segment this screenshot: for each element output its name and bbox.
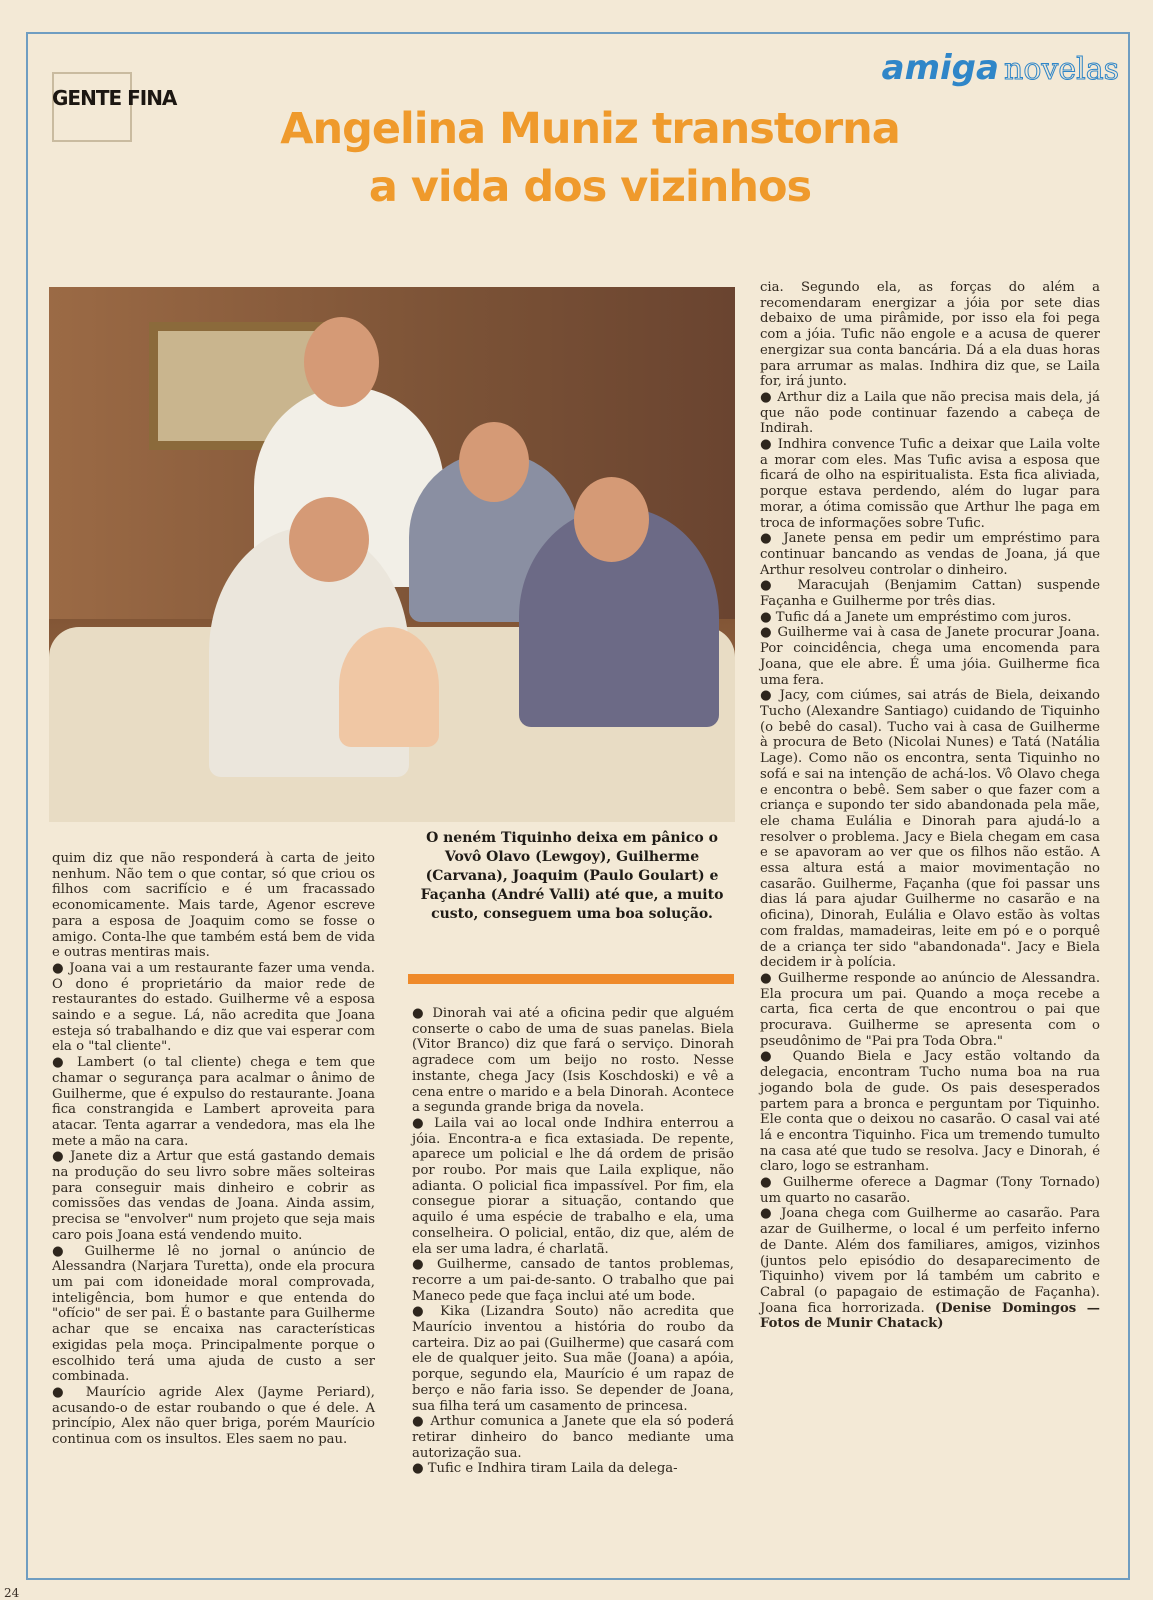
photo-head-4 [289, 497, 369, 582]
column-3 [760, 280, 1100, 1332]
article-credit: (Denise Domingos — Fotos de Munir Chatack) [760, 1300, 1100, 1332]
headline-line-2: a vida dos vizinhos [368, 162, 812, 212]
paragraph: ● Guilherme vai à casa de Janete procurar Joana. Por coincidência, chega uma encomenda para Joana, que ele abre. É uma jóia. Guilherme fica uma fera. [760, 625, 1100, 688]
paragraph: ● Tufic dá a Janete um empréstimo com juros. [760, 610, 1100, 626]
paragraph: ● Kika (Lizandra Souto) não acredita que Maurício inventou a história do roubo da carteira. Diz ao pai (Guilherme) que casará com ele de qualquer jeito. Sua mãe (Joana) a apóia, porque, segundo ela, Maurício é um rapaz de berço e não faria isso. Se depender de Joana, sua filha terá um casamento de princesa. [412, 1304, 734, 1414]
paragraph: ● Dinorah vai até a oficina pedir que alguém conserte o cabo de uma de suas panelas. Biela (Vitor Branco) diz que fará o serviço. Dinorah agradece com um beijo no rosto. Nesse instante, chega Jacy (Isis Koschdoski) e vê a cena entre o marido e a bela Dinorah. Acontece a segunda grande briga da novela. [412, 1006, 734, 1116]
paragraph: cia. Segundo ela, as forças do além a recomendaram energizar a jóia por sete dias debaixo de uma pirâmide, por isso ela foi pega com a jóia. Tufic não engole e a acusa de querer energizar sua conta bancária. Dá a ela duas horas para arrumar as malas. Indhira diz que, se Laila for, irá junto. [760, 280, 1100, 390]
photo-head-1 [304, 317, 379, 407]
paragraph: ● Quando Biela e Jacy estão voltando da delegacia, encontram Tucho numa boa na rua jogando bola de gude. Os pais desesperados partem para a bronca e perguntam por Tiquinho. Ele conta que o deixou no casarão. O casal vai até lá e encontra Tiquinho. Fica um tremendo tumulto na casa até que tudo se resolva. Jacy e Dinorah, é claro, logo se estranham. [760, 1049, 1100, 1175]
paragraph: ● Guilherme lê no jornal o anúncio de Alessandra (Narjara Turetta), onde ela procura um pai com idoneidade moral comprovada, inteligência, bom humor e que entenda do "ofício" de ser pai. É o bastante para Guilherme achar que se encaixa nas características exigidas pela moça. Principalmente porque o escolhido terá uma ajuda de custo a ser combinada. [52, 1244, 375, 1385]
paragraph: ● Tufic e Indhira tiram Laila da delega- [412, 1461, 734, 1477]
headline-line-1: Angelina Muniz transtorna [280, 104, 900, 154]
photo-head-2 [459, 422, 529, 502]
column-1 [52, 851, 375, 1448]
paragraph: ● Janete diz a Artur que está gastando demais na produção do seu livro sobre mães solteiras para conseguir mais dinheiro e cobrir as comissões das vendas de Joana. Ainda assim, precisa se "envolver" num projeto que seja mais caro pois Joana está vendendo muito. [52, 1149, 375, 1243]
paragraph: ● Lambert (o tal cliente) chega e tem que chamar o segurança para acalmar o ânimo de Guilherme, que é expulso do restaurante. Joana fica constrangida e Lambert aproveita para atacar. Tenta agarrar a vendedora, mas ela lhe mete a mão na cara. [52, 1055, 375, 1149]
photo-baby [339, 627, 439, 747]
paragraph: ● Maracujah (Benjamim Cattan) suspende Façanha e Guilherme por três dias. [760, 578, 1100, 609]
brand-novelas: novelas [1004, 52, 1119, 87]
paragraph: ● Arthur comunica a Janete que ela só poderá retirar dinheiro do banco mediante uma autorização sua. [412, 1414, 734, 1461]
paragraph: ● Jacy, com ciúmes, sai atrás de Biela, deixando Tucho (Alexandre Santiago) cuidando de Tiquinho (o bebê do casal). Tucho vai à casa de Guilherme à procura de Beto (Nicolai Nunes) e Tatá (Natália Lage). Como não os encontra, senta Tiquinho no sofá e sai na intenção de achá-los. Vô Olavo chega e encontra o bebê. Sem saber o que fazer com a criança e supondo ter sido abandonada pela mãe, ele chama Eulália e Dinorah para ajudá-lo a resolver o problema. Jacy e Biela chegam em casa e se apavoram ao ver que os filhos não estão. A essa altura está a maior movimentação no casarão. Guilherme, Façanha (que foi passar uns dias lá para ajudar Guilherme no casarão e na oficina), Dinorah, Eulália e Olavo estão às voltas com fraldas, mamadeiras, leite em pó e o porquê de a criança ter sido "abandonada". Jacy e Biela decidem ir à polícia. [760, 688, 1100, 971]
section-label: GENTE FINA [52, 86, 177, 110]
headline [230, 100, 950, 216]
paragraph-text: Joana chega com Guilherme ao casarão. Para azar de Guilherme, o local é um perfeito inferno de Dante. Além dos familiares, amigos, vizinhos (juntos pelo episódio do desaparecimento de Tiquinho) vivem por lá também um cabrito e Cabral (o papagaio de estimação de Façanha). Joana fica horrorizada. [760, 1206, 1100, 1316]
paragraph [760, 1206, 1100, 1332]
page-number: 24 [4, 1586, 20, 1600]
photo-head-3 [574, 477, 649, 562]
cast-photo [49, 287, 735, 822]
paragraph: ● Laila vai ao local onde Indhira enterrou a jóia. Encontra-a e fica extasiada. De repente, aparece um policial e lhe dá ordem de prisão por roubo. Por mais que Laila explique, não adianta. O policial fica impassível. Por fim, ela consegue piorar a situação, contando que aquilo é uma espécie de trabalho e ela, uma conselheira. O policial, então, diz que, além de ela ser uma ladra, é charlatã. [412, 1116, 734, 1257]
photo-caption: O neném Tiquinho deixa em pânico o Vovô Olavo (Lewgoy), Guilherme (Carvana), Joaquim (Paulo Goulart) e Façanha (André Valli) até que, a muito custo, conseguem uma boa solução. [420, 830, 724, 922]
paragraph: ● Guilherme responde ao anúncio de Alessandra. Ela procura um pai. Quando a moça recebe a carta, fica certa de que encontrou o pai que procurava. Guilherme se apresenta com o pseudônimo de "Pai pra Toda Obra." [760, 971, 1100, 1050]
paragraph: ● Janete pensa em pedir um empréstimo para continuar bancando as vendas de Joana, já que Arthur resolveu controlar o dinheiro. [760, 531, 1100, 578]
paragraph: ● Guilherme oferece a Dagmar (Tony Tornado) um quarto no casarão. [760, 1175, 1100, 1206]
orange-divider [408, 974, 734, 984]
magazine-brand [882, 48, 1119, 88]
paragraph: ● Guilherme, cansado de tantos problemas, recorre a um pai-de-santo. O trabalho que pai Maneco pede que faça inclui até um bode. [412, 1257, 734, 1304]
paragraph: ● Indhira convence Tufic a deixar que Laila volte a morar com eles. Mas Tufic avisa a esposa que ficará de olho na espiritualista. Esta fica aliviada, porque estava perdendo, além do lugar para morar, a ótima comissão que Arthur lhe paga em troca de informações sobre Tufic. [760, 437, 1100, 531]
section-logo [52, 72, 192, 142]
paragraph: ● Maurício agride Alex (Jayme Periard), acusando-o de estar roubando o que é dele. A princípio, Alex não quer briga, porém Maurício continua com os insultos. Eles saem no pau. [52, 1385, 375, 1448]
paragraph: ● Joana vai a um restaurante fazer uma venda. O dono é proprietário da maior rede de restaurantes do estado. Guilherme vê a esposa saindo e a segue. Lá, não acredita que Joana esteja só trabalhando e diz que vai esperar com ela o "tal cliente". [52, 961, 375, 1055]
column-2 [412, 1006, 734, 1477]
paragraph: ● Arthur diz a Laila que não precisa mais dela, já que não pode continuar fazendo a cabeça de Indirah. [760, 390, 1100, 437]
brand-amiga: amiga [881, 48, 999, 88]
paragraph: quim diz que não responderá à carta de jeito nenhum. Não tem o que contar, só que criou os filhos com sacrifício e é um fracassado economicamente. Mais tarde, Agenor escreve para a esposa de Joaquim como se fosse o amigo. Conta-lhe que também está bem de vida e outras mentiras mais. [52, 851, 375, 961]
